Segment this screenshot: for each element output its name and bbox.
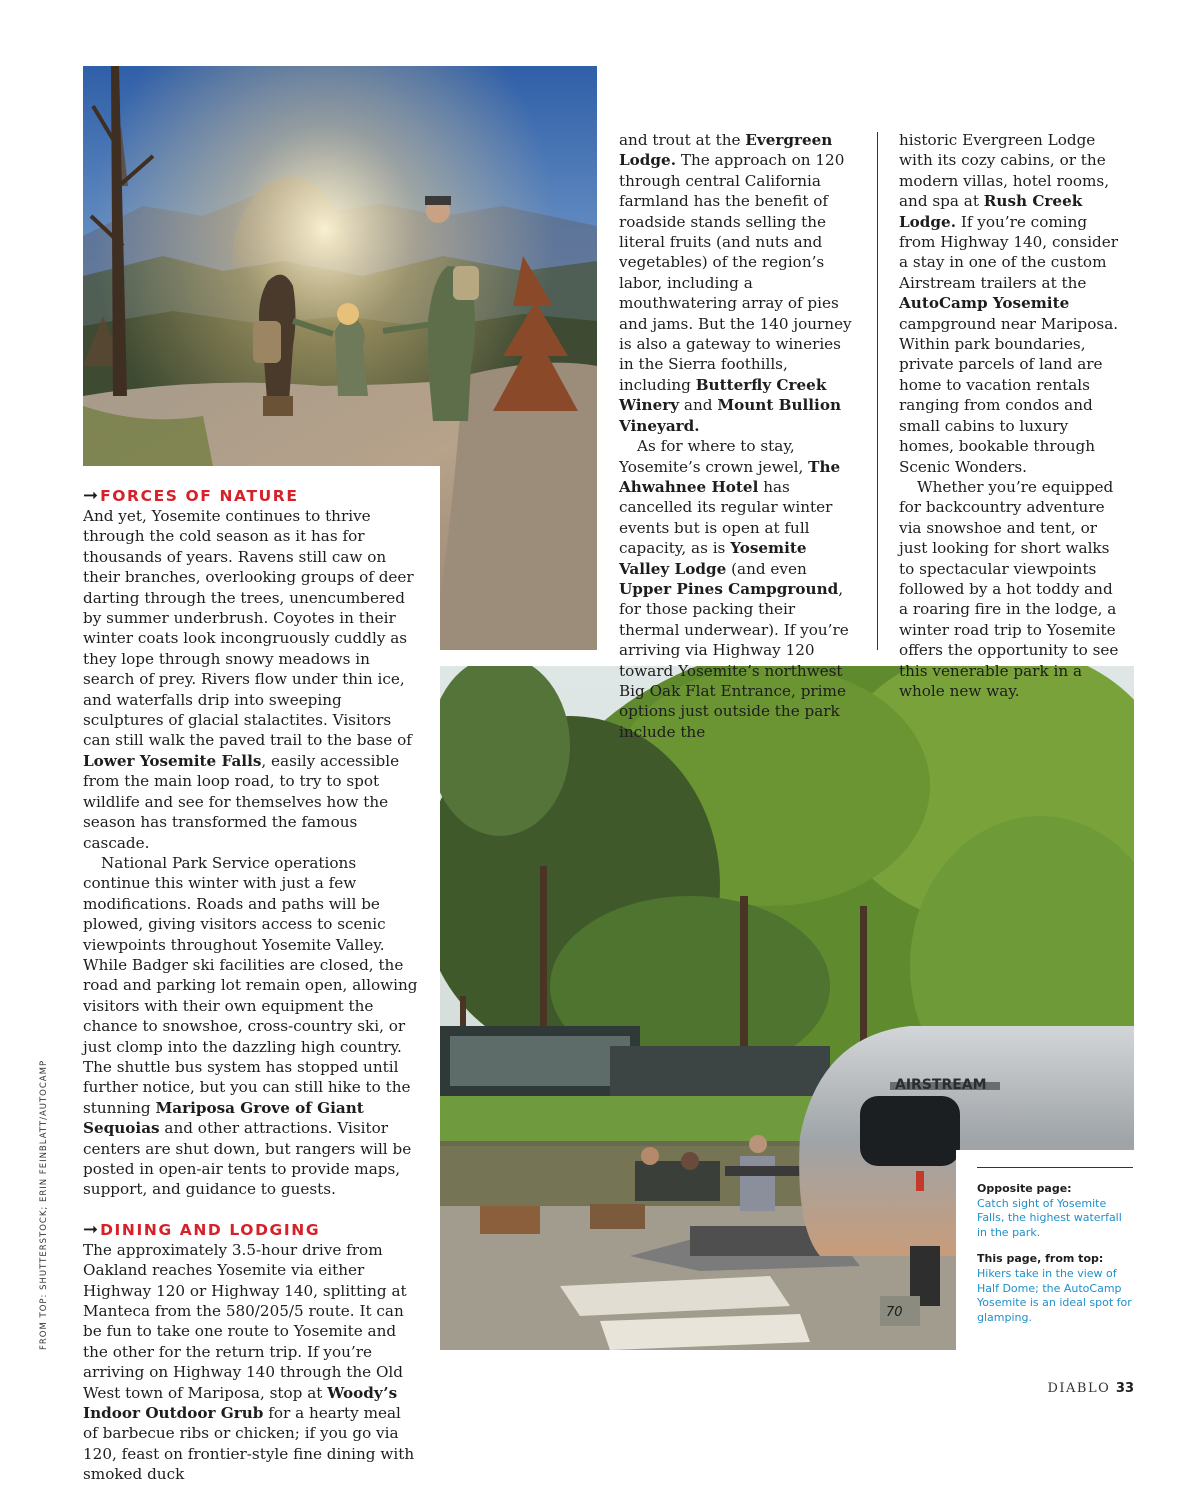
middle-paragraph-2: As for where to stay, Yosemite’s crown jewel, The Ahwahnee Hotel has cancelled its regular winter events but is open at full capacity, as is Yosemite Valley Lodge (and even Upper Pines Campground, for those packing their thermal underwear). If you’re arriving via Highway 120 toward Yosemite’s northwest Big Oak Flat Entrance, prime options just outside the park include the: [619, 437, 849, 741]
left-text-column: [83, 486, 419, 1485]
arrow-icon: ➞: [83, 485, 99, 506]
page-number: 33: [1115, 1381, 1134, 1396]
caption-this-page-text: Hikers take in the view of Half Dome; the AutoCamp Yosemite is an ideal spot for glamping.: [977, 1266, 1132, 1324]
lower-yosemite-falls-link: Lower Yosemite Falls: [83, 751, 262, 770]
caption-opposite-text: Catch sight of Yosemite Falls, the highest waterfall in the park.: [977, 1196, 1122, 1239]
magazine-name: DIABLO: [1047, 1381, 1111, 1396]
forces-of-nature-title: FORCES OF NATURE: [100, 487, 299, 505]
dining-and-lodging-heading: [83, 1220, 419, 1240]
page-folio: [1047, 1381, 1134, 1396]
mariposa-grove-link: Mariposa Grove of Giant Sequoias: [83, 1098, 364, 1138]
arrow-icon: ➞: [83, 1218, 99, 1240]
trailer-logo: AIRSTREAM: [895, 1077, 987, 1093]
right-paragraph-1: historic Evergreen Lodge with its cozy cabins, or the modern villas, hotel rooms, and spa at Rush Creek Lodge. If you’re coming from Highway 140, consider a stay in one of the custom Airstream trailers at the AutoCamp Yosemite campground near Mariposa. Within park boundaries, private parcels of land are home to vacation rentals ranging from condos and small cabins to luxury homes, bookable through Scenic Wonders.: [899, 131, 1119, 476]
middle-paragraph-1: and trout at the Evergreen Lodge. The approach on 120 through central California farmland has the benefit of roadside stands selling the literal fruits (and nuts and vegetables) of the region’s labor, including a mouthwatering array of pies and jams. But the 140 journey is also a gateway to wineries in the Sierra foothills, including Butterfly Creek Winery and Mount Bullion Vineyard.: [619, 131, 852, 435]
forces-paragraph-2: National Park Service operations continue this winter with just a few modifications. Roads and paths will be plowed, giving visitors access to scenic viewpoints throughout Yosemite Valley. While Badger ski facilities are closed, the road and parking lot remain open, allowing visitors with their own equipment the chance to snowshoe, cross-country ski, or just clomp into the dazzling high country. The shuttle bus system has stopped until further notice, but you can still hike to the stunning Mariposa Grove of Giant Sequoias and other attractions. Visitor centers are shut down, but rangers will be posted in open-air tents to provide maps, support, and guidance to guests.: [83, 853, 418, 1199]
middle-text-column: [619, 130, 859, 742]
site-number-sign: 70: [886, 1305, 903, 1320]
woodys-grub-link: Woody’s Indoor Outdoor Grub: [83, 1383, 398, 1423]
dining-paragraph-1: The approximately 3.5-hour drive from Oakland reaches Yosemite via either Highway 120 or Highway 140, splitting at Manteca from the 580/205/5 route. It can be fun to take one route to Yosemite and the other for the return trip. If you’re arriving on Highway 140 through the Old West town of Mariposa, stop at Woody’s Indoor Outdoor Grub for a hearty meal of barbecue ribs or chicken; if you go via 120, feast on frontier-style fine dining with smoked duck: [83, 1240, 415, 1484]
dining-and-lodging-title: DINING AND LODGING: [100, 1220, 321, 1239]
forces-of-nature-heading: [83, 486, 419, 506]
column-divider: [877, 132, 878, 650]
forces-paragraph-1: And yet, Yosemite continues to thrive through the cold season as it has for thousands of years. Ravens still caw on their branches, overlooking groups of deer darting through the trees, unencumbered by summer underbrush. Coyotes in their winter coats look incongruously cuddly as they lope through snowy meadows in search of prey. Rivers flow under thin ice, and waterfalls drip into sweeping sculptures of glacial stalactites. Visitors can still walk the paved trail to the base of Lower Yosemite Falls, easily accessible from the main loop road, to try to spot wildlife and see for themselves how the season has transformed the famous cascade.: [83, 507, 414, 852]
photo-credit: FROM TOP: SHUTTERSTOCK; ERIN FEINBLATT/AUTOCAMP: [39, 1059, 49, 1350]
caption-opposite-label: Opposite page:: [977, 1182, 1072, 1195]
right-paragraph-2: Whether you’re equipped for backcountry adventure via snowshoe and tent, or just looking for short walks to spectacular viewpoints followed by a hot toddy and a roaring fire in the lodge, a winter road trip to Yosemite offers the opportunity to see this venerable park in a whole new way.: [899, 477, 1119, 700]
caption-this-page-label: This page, from top:: [977, 1252, 1104, 1266]
right-text-column: [899, 130, 1125, 701]
photo-caption: [977, 1182, 1133, 1325]
caption-rule: [977, 1167, 1133, 1168]
